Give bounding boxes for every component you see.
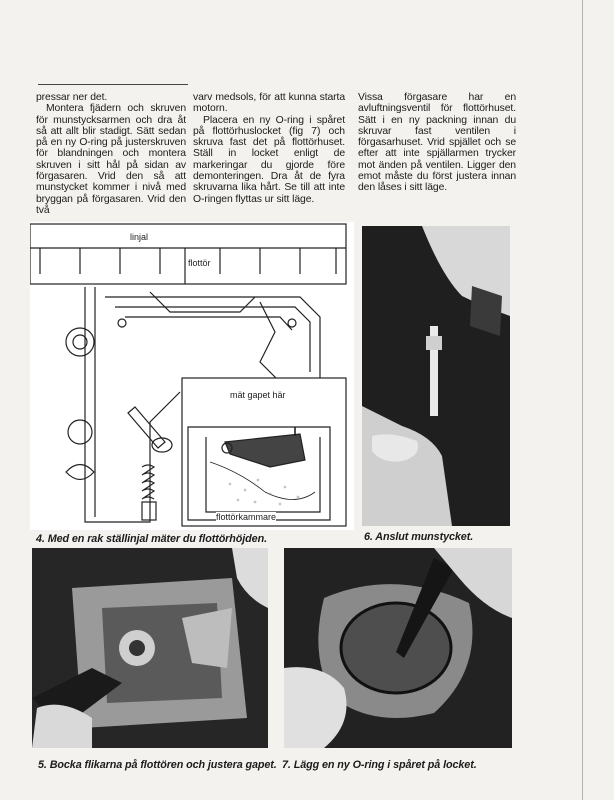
photo-hand-jet	[362, 226, 510, 526]
page-edge	[582, 0, 583, 800]
figure-6-photo	[362, 226, 510, 526]
paragraph: varv medsols, för att kunna starta motorn.	[193, 92, 345, 115]
figure-4-caption: 4. Med en rak ställinjal mäter du flottörhöjden.	[36, 533, 267, 545]
label-measure-gap: mät gapet här	[230, 390, 286, 400]
text-column-1	[36, 92, 186, 216]
label-float-chamber: flottörkammare	[216, 512, 277, 522]
label-ruler: linjal	[130, 232, 149, 242]
photo-carburetor-pliers	[32, 548, 268, 748]
paragraph: Montera fjädern och skruven för munstycksarmen och dra åt så att allt blir stadigt. Sätt sedan på en ny O-ring på justerskruven för blandningen och montera skruven i sitt hål på sidan av förgasaren. Vrid den så att munstycket kommer i nivå med bryggan på förgasaren. Vrid den två	[36, 103, 186, 216]
figure-7-caption: 7. Lägg en ny O-ring i spåret på locket.	[282, 759, 477, 771]
paragraph: Vissa förgasare har en avluftningsventil för flottörhuset. Sätt i en ny packning innan du skruvar fast ventilen i förgasarhuset. Vrid spjället och se efter att inte spjällarmen trycker mot änden på ventilen. Ligger den emot måste du först justera innan den låses i sitt läge.	[358, 92, 516, 194]
paragraph: pressar ner det.	[36, 92, 108, 103]
text-column-3	[358, 92, 516, 194]
figure-6-caption: 6. Anslut munstycket.	[364, 531, 474, 543]
figure-5-caption: 5. Bocka flikarna på flottören och justera gapet.	[38, 759, 277, 771]
text-column-2	[193, 92, 345, 205]
photo-lid-oring	[284, 548, 512, 748]
paragraph: Placera en ny O-ring i spåret på flottörhuslocket (fig 7) och skruva fast det på flottörhuset. Ställ in locket enligt de markeringar du gjorde före demonteringen. Dra åt de fyra skruvarna lika hårt. Se till att inte O-ringen flyttas ur sitt läge.	[193, 114, 345, 205]
section-rule	[38, 84, 188, 85]
figure-5-photo	[32, 548, 268, 748]
figure-4-ruler-drawing	[30, 222, 354, 530]
label-float: flottör	[188, 258, 211, 268]
figure-7-photo	[284, 548, 512, 748]
carburetor-line-drawing	[30, 222, 354, 530]
